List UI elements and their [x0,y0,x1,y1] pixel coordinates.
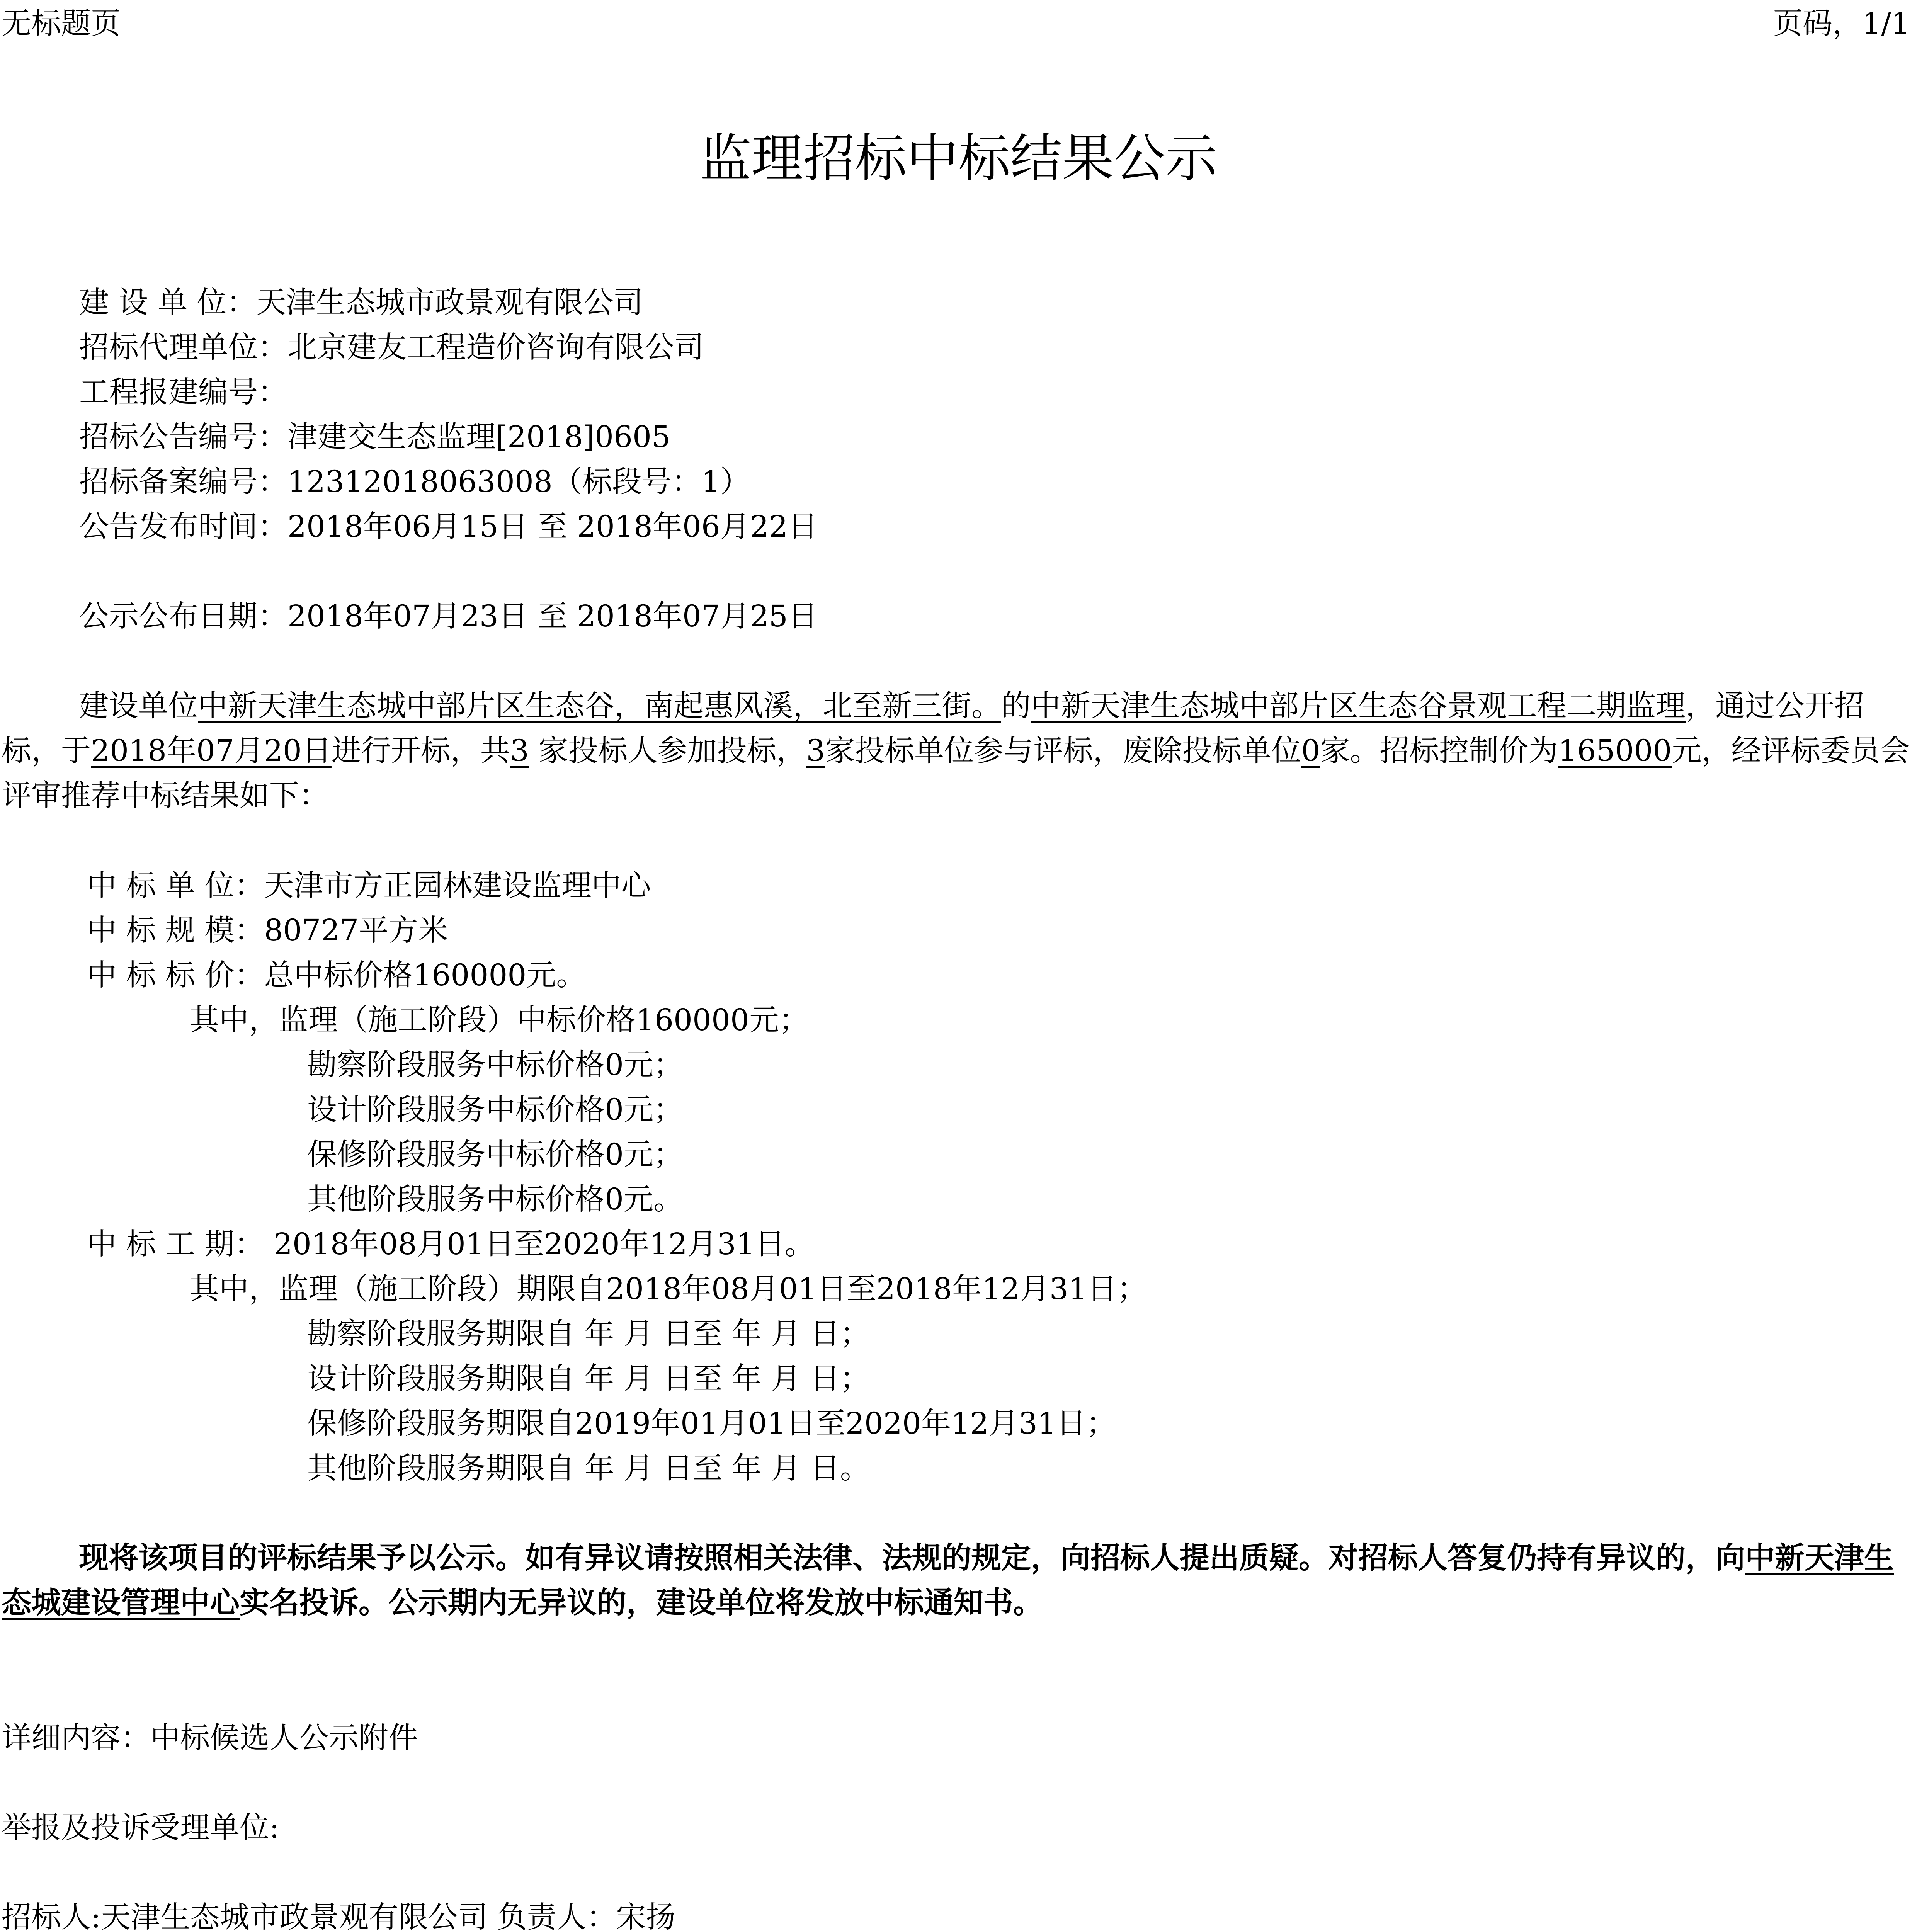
scale-row: 中 标 规 模：80727平方米 [87,913,448,948]
price-detail: 勘察阶段服务中标价格0元； [307,1048,683,1082]
winner-row: 中 标 单 位：天津市方正园林建设监理中心 [87,869,651,903]
notice-paragraph: 现将该项目的评标结果予以公示。如有异议请按照相关法律、法规的规定，向招标人提出质疑。对招标人答复仍持有异议的，向中新天津生态城建设管理中心实名投诉。公示期内无异议的，建设单位将发放中标通知书。 [2,1541,1894,1620]
page-header-left: 无标题页 [2,7,121,41]
info-row: 招标备案编号：12312018063008（标段号：1） [79,465,750,499]
price-detail: 保修阶段服务中标价格0元； [307,1138,683,1172]
publicity-date-row: 公示公布日期：2018年07月23日 至 2018年07月25日 [79,599,818,634]
intro-paragraph: 建设单位中新天津生态城中部片区生态谷，南起惠风溪，北至新三街。的中新天津生态城中部片区生态谷景观工程二期监理，通过公开招标，于2018年07月20日进行开标，共3 家投标人参加投标，3家投标单位参与评标，废除投标单位0家。招标控制价为165000元，经评标委员会评审推荐中标结果如下： [2,689,1910,813]
period-detail: 其中，监理（施工阶段）期限自2018年08月01日至2018年12月31日； [189,1272,1147,1306]
page-title: 监理招标中标结果公示 [699,128,1218,189]
info-row: 招标代理单位：北京建友工程造价咨询有限公司 [79,330,704,365]
detail-line: 详细内容：中标候选人公示附件 [2,1721,418,1755]
page-header-right: 页码，1/1 [1773,7,1910,41]
price-detail: 设计阶段服务中标价格0元； [307,1093,683,1127]
period-detail: 勘察阶段服务期限自 年 月 日至 年 月 日； [307,1317,870,1351]
info-row: 招标公告编号：津建交生态监理[2018]0605 [79,420,670,454]
info-row: 建 设 单 位：天津生态城市政景观有限公司 [79,286,643,320]
period-detail: 设计阶段服务期限自 年 月 日至 年 月 日； [307,1362,870,1396]
info-row: 公告发布时间：2018年06月15日 至 2018年06月22日 [79,510,818,544]
period-row: 中 标 工 期： 2018年08月01日至2020年12月31日。 [87,1227,815,1262]
period-detail: 保修阶段服务期限自2019年01月01日至2020年12月31日； [307,1406,1116,1441]
tenderer-row: 招标人:天津生态城市政景观有限公司 负责人：宋扬 [2,1900,676,1932]
info-row: 工程报建编号： [79,375,287,410]
price-row: 中 标 标 价：总中标价格160000元。 [87,958,586,993]
price-detail: 其中，监理（施工阶段）中标价格160000元； [189,1003,809,1037]
price-detail: 其他阶段服务中标价格0元。 [307,1182,683,1217]
period-detail: 其他阶段服务期限自 年 月 日至 年 月 日。 [307,1451,870,1486]
complaint-title: 举报及投诉受理单位: [2,1811,279,1845]
